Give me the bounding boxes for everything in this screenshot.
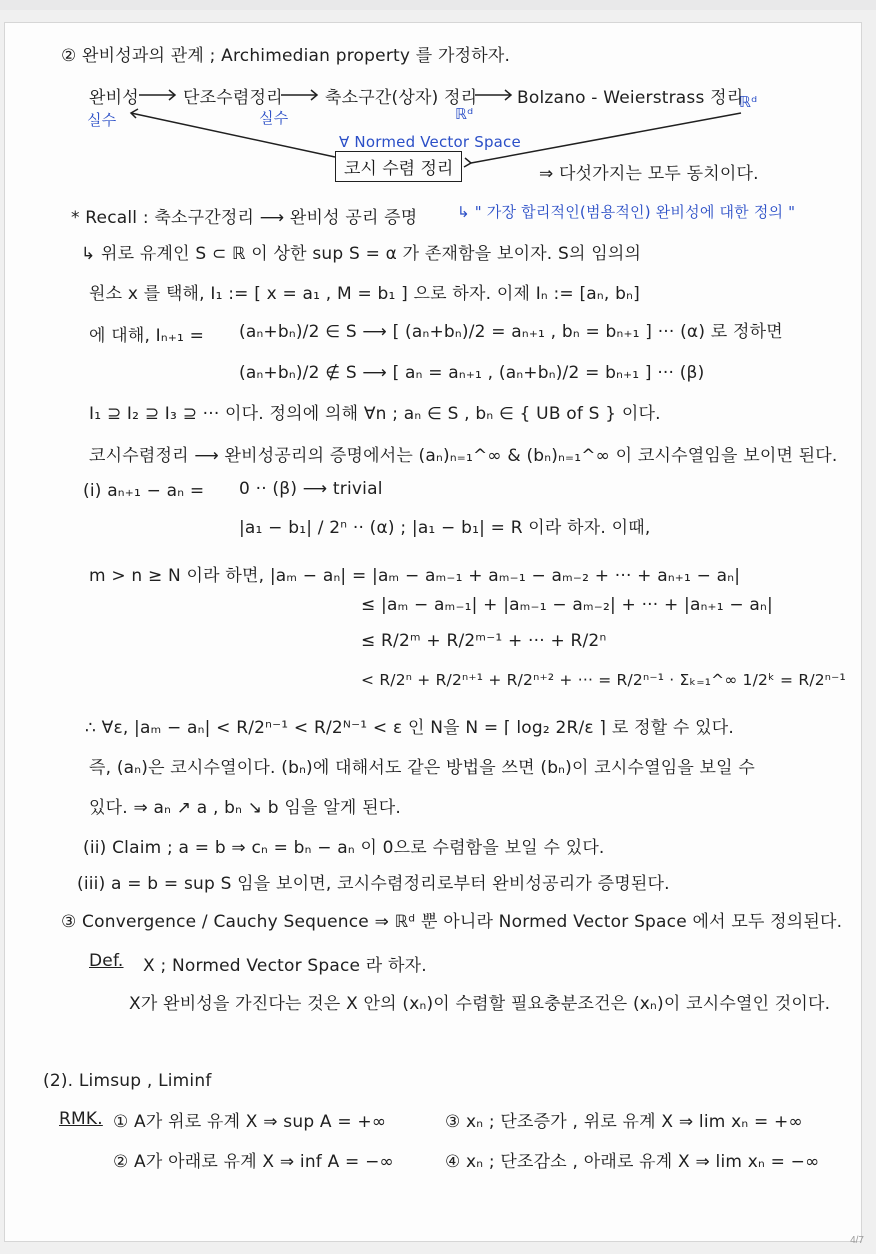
chain-node-completeness: 완비성 <box>89 88 139 108</box>
note-page <box>4 22 862 1242</box>
section3-title: ③ Convergence / Cauchy Sequence ⇒ ℝᵈ 뿐 아니라 Normed Vector Space 에서 모두 정의된다. <box>61 912 843 932</box>
equivalence-note: ⇒ 다섯가지는 모두 동치이다. <box>539 164 759 184</box>
proof-case-alpha: (aₙ+bₙ)/2 ∈ S ⟶ [ (aₙ+bₙ)/2 = aₙ₊₁ , bₙ = bₙ₊₁ ] ··· (α) 로 정하면 <box>239 322 783 342</box>
recall-title: * Recall : 축소구간정리 ⟶ 완비성 공리 증명 <box>71 208 418 228</box>
proof-step-i: (i) aₙ₊₁ − aₙ = <box>83 481 205 501</box>
limsup-section-title: (2). Limsup , Liminf <box>43 1071 212 1091</box>
cauchy-conclusion-1: 즉, (aₙ)은 코시수열이다. (bₙ)에 대해서도 같은 방법을 쓰면 (bₙ)이 코시수열임을 보일 수 <box>89 758 756 778</box>
def-line-2: X가 완비성을 가진다는 것은 X 안의 (xₙ)이 수렴할 필요충분조건은 (xₙ)이 코시수열인 것이다. <box>129 994 831 1014</box>
rmk-item-2: ② A가 아래로 유계 X ⇒ inf A = −∞ <box>113 1152 394 1172</box>
note-real-2: 실수 <box>259 109 289 127</box>
cauchy-conclusion-2: 있다. ⇒ aₙ ↗ a , bₙ ↘ b 임을 알게 된다. <box>89 798 401 818</box>
proof-line-1: ↳ 위로 유계인 S ⊂ ℝ 이 상한 sup S = α 가 존재함을 보이자. S의 임의의 <box>81 244 642 264</box>
proof-line-nested: I₁ ⊇ I₂ ⊇ I₃ ⊇ ··· 이다. 정의에 의해 ∀n ; aₙ ∈ S , bₙ ∈ { UB of S } 이다. <box>89 404 661 424</box>
chain-node-nested: 축소구간(상자) 정리 <box>325 88 478 108</box>
rmk-item-3: ③ xₙ ; 단조증가 , 위로 유계 X ⇒ lim xₙ = +∞ <box>445 1112 803 1132</box>
note-rd-2: ℝᵈ <box>739 93 758 111</box>
rmk-item-1: ① A가 위로 유계 X ⇒ sup A = +∞ <box>113 1112 387 1132</box>
rmk-label: RMK. <box>59 1109 103 1129</box>
proof-step-ii: (ii) Claim ; a = b ⇒ cₙ = bₙ − aₙ 이 0으로 수렴함을 보일 수 있다. <box>83 838 605 858</box>
cauchy-box: 코시 수렴 정리 <box>335 151 462 182</box>
proof-line-2: 원소 x 를 택해, I₁ := [ x = a₁ , M = b₁ ] 으로 하자. 이제 Iₙ := [aₙ, bₙ] <box>89 284 640 304</box>
blue-comment: ↳ " 가장 합리적인(범용적인) 완비성에 대한 정의 " <box>457 203 796 221</box>
def-line-1: X ; Normed Vector Space 라 하자. <box>143 956 427 976</box>
chain-node-monotone: 단조수렴정리 <box>183 88 283 108</box>
def-label: Def. <box>89 951 124 971</box>
chain-node-bw: Bolzano - Weierstrass 정리 <box>517 88 744 108</box>
page-indicator: 4/7 <box>850 1235 864 1246</box>
section2-title: ② 완비성과의 관계 ; Archimedian property 를 가정하자. <box>61 46 511 66</box>
ineq-line-4: < R/2ⁿ + R/2ⁿ⁺¹ + R/2ⁿ⁺² + ··· = R/2ⁿ⁻¹ · Σₖ₌₁^∞ 1/2ᵏ = R/2ⁿ⁻¹ <box>361 671 846 689</box>
ineq-line-3: ≤ R/2ᵐ + R/2ᵐ⁻¹ + ··· + R/2ⁿ <box>361 631 607 651</box>
proof-line-3: 에 대해, Iₙ₊₁ = <box>89 326 205 346</box>
epsilon-line: ∴ ∀ε, |aₘ − aₙ| < R/2ⁿ⁻¹ < R/2ᴺ⁻¹ < ε 인 N을 N = ⌈ log₂ 2R/ε ⌉ 로 정할 수 있다. <box>85 718 735 738</box>
proof-step-iii: (iii) a = b = sup S 임을 보이면, 코시수렴정리로부터 완비성공리가 증명된다. <box>77 874 670 894</box>
proof-step-i-case2: |a₁ − b₁| / 2ⁿ ·· (α) ; |a₁ − b₁| = R 이라 하자. 이때, <box>239 518 651 538</box>
viewer-top-bar <box>0 0 876 10</box>
proof-case-beta: (aₙ+bₙ)/2 ∉ S ⟶ [ aₙ = aₙ₊₁ , (aₙ+bₙ)/2 = bₙ₊₁ ] ··· (β) <box>239 363 705 383</box>
proof-step-i-case1: 0 ·· (β) ⟶ trivial <box>239 479 383 499</box>
note-real-1: 실수 <box>87 111 117 129</box>
rmk-item-4: ④ xₙ ; 단조감소 , 아래로 유계 X ⇒ lim xₙ = −∞ <box>445 1152 820 1172</box>
proof-line-cauchy: 코시수렴정리 ⟶ 완비성공리의 증명에서는 (aₙ)ₙ₌₁^∞ & (bₙ)ₙ₌₁^∞ 이 코시수열임을 보이면 된다. <box>89 446 838 466</box>
ineq-line-1: m > n ≥ N 이라 하면, |aₘ − aₙ| = |aₘ − aₘ₋₁ + aₘ₋₁ − aₘ₋₂ + ··· + aₙ₊₁ − aₙ| <box>89 566 741 586</box>
nvs-note: ∀ Normed Vector Space <box>339 133 521 151</box>
note-rd-1: ℝᵈ <box>455 105 474 123</box>
ineq-line-2: ≤ |aₘ − aₘ₋₁| + |aₘ₋₁ − aₘ₋₂| + ··· + |aₙ₊₁ − aₙ| <box>361 595 773 615</box>
